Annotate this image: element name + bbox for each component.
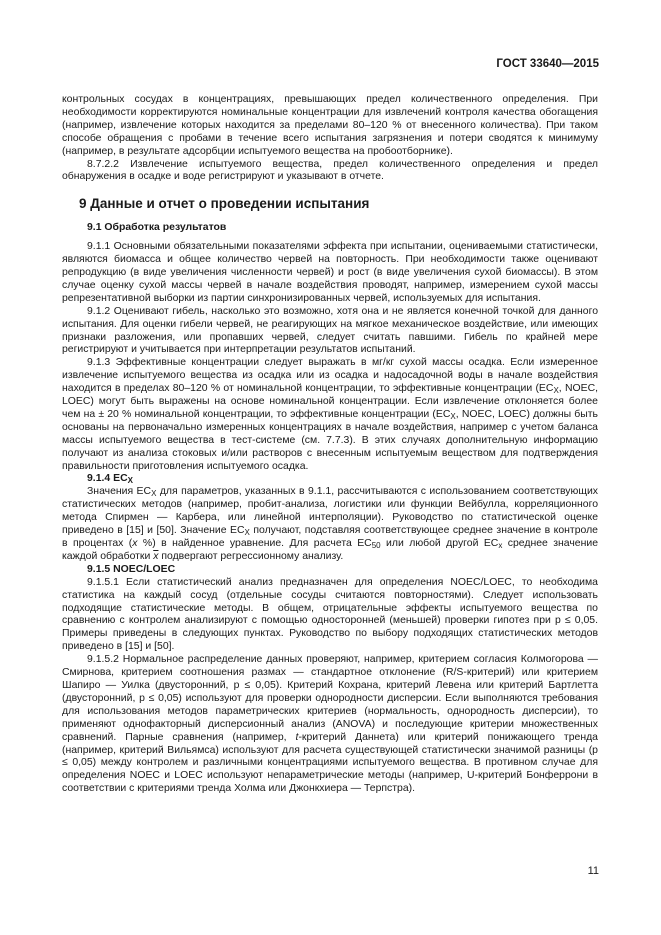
text-run: , NOEC, LOEC) должны быть основаны на первоначально измеренных концентрациях в начале воздействия, например с учетом баланса массы испытуемого вещества в тест-системе (см. 7.7.3). В этих случаях дополнительную информацию получают из анализа стоковых и/или растворов с внесенным испытуемым веществом для подтверждения правильности приготовления испытуемого осадка. xyxy=(62,408,598,472)
text-run: , NOEC, LOEC) могут быть выражены на основе номинальной концентрации. Если извлечение отклоняется более чем на ± 20 % номинальной концентрации, то эффективные концентрации (EC xyxy=(62,383,599,420)
text-run: среднее значение каждой обработки xyxy=(62,538,599,562)
paragraph-9-1-2: 9.1.2 Оценивают гибель, насколько это возможно, хотя она и не является конечной точкой для данного испытания. Для оценки гибели червей, не реагирующих на мягкое механическое воздействие, или имеющих признаки разложения, или пропавших червей, следует считать павшими. Гибель по крайней мере регистрируют и учитывается при интерпретации результатов испытаний. xyxy=(62,305,598,356)
text-run: получают, подставляя соответствующее среднее значение в контроле в процентах ( xyxy=(62,525,598,549)
text-run: Значения EC xyxy=(87,486,152,498)
text-run: для параметров, указанных в 9.1.1, рассчитываются с использованием соответствующих статистических методов (например, пробит-анализа, логистики или функции Вейбулла, корреляционного метода Спирмен — Карбера, или линейной интерполяции). Руководство по статистической оценке приведено в [15] и [50]. Значение EC xyxy=(62,486,598,537)
paragraph-8-7-2-2: 8.7.2.2 Извлечение испытуемого вещества, предел количественного определения и предел обнаружения в осадке и воде регистрируют и указывают в отчете. xyxy=(62,158,598,183)
paragraph: контрольных сосудах в концентрациях, превышающих предел количественного определения. При необходимости корректируются номинальные концентрации для извлечений контроля качества обогащения (например, извлечение которых находится за пределами 80–120 % от внесенного количества). При таком способе обращения с пробами в течение всего испытания загрязнения и потери сводятся к минимуму (например, в результате адсорбции испытуемого вещества на пробоотборнике). xyxy=(62,94,598,157)
subscript: 50 xyxy=(371,541,381,550)
italic-t: t xyxy=(295,731,299,743)
text-run: или любой другой EC xyxy=(380,538,499,549)
document-body xyxy=(62,94,598,796)
text-run: 9.1.3 Эффективные концентрации следует выражать в мг/кг сухой массы осадка. Если измеренное извлечение испытуемого вещества из осадка или из осадка и надосадочной воды в начале воздействия находится в пределах 80–120 % от номинальной концентрации, то эффективные концентрации (EC xyxy=(62,357,598,395)
subscript: X xyxy=(244,528,250,538)
subscript: X xyxy=(151,489,157,499)
paragraph-9-1-3 xyxy=(62,357,598,473)
paragraph-9-1-1: 9.1.1 Основными обязательными показателями эффекта при испытании, оцениваемыми статистически, являются биомасса и общее количество червей на повторность. При необходимости также оценивают репродукцию (в виде увеличения численности червей) и рост (в виде увеличения сухой биомассы). В этом случае оценку сухой массы червей в начале воздействия проводят, например, измерением сухой массы репрезентативной выборки из партии синхронизированных червей, используемых для испытания. xyxy=(62,241,598,304)
text-run: подвергают регрессионному анализу. xyxy=(158,550,344,562)
paragraph-9-1-5-2 xyxy=(62,654,598,796)
italic-x: x xyxy=(132,538,138,549)
section-9-1-5-title: 9.1.5 NOEC/LOEC xyxy=(87,563,176,575)
section-9-1-title: 9.1 Обработка результатов xyxy=(87,222,227,234)
subscript: X xyxy=(553,386,559,396)
text-run: %) в найденное уравнение. Для расчета EC xyxy=(137,538,372,549)
section-9-1-4-title xyxy=(87,473,598,486)
paragraph-9-1-4 xyxy=(62,486,598,563)
heading-text: 9.1.4 EC xyxy=(87,473,128,485)
subscript: X xyxy=(450,411,456,421)
subscript: X xyxy=(127,476,133,486)
subscript: x xyxy=(498,541,503,550)
page-number: 11 xyxy=(587,865,599,877)
paragraph-9-1-5-1: 9.1.5.1 Если статистический анализ предназначен для определения NOEC/LOEC, то необходима статистика на каждый сосуд (отдельные сосуды считаются повторностями). Следует использовать подходящие статистические методы. В общем, отрицательные эффекты испытуемого вещества по сравнению с контролем анализируют с помощью односторонней (меньшей) проверки гипотез при p ≤ 0,05. Примеры приведены в следующих пунктах. Руководство по выбору подходящих статистических методов приведено в [15] и [50]. xyxy=(62,576,598,653)
document-header: ГОСТ 33640—2015 xyxy=(496,58,599,70)
text-run: -критерий Даннета) или критерий понижающего тренда (например, критерий Вильямса) используют для расчета существующей статистически значимой разницы (p ≤ 0,05) между контролем и различными концентрациями испытуемого вещества. В противном случае для определения NOEC и LOEC используют непараметрические методы (например, U-критерий Бонферрони в соответствии с критериями тренда Холма или Джонкхиера — Терпстра). xyxy=(62,731,598,795)
section-9-title: 9 Данные и отчет о проведении испытания xyxy=(79,196,370,212)
x-bar-symbol: $\overline{x}$ xyxy=(153,550,159,562)
text-run: 9.1.5.2 Нормальное распределение данных проверяют, например, критерием согласия Колмогорова — Смирнова, критерием соотношения размах — стандартное отклонение (R/S-критерий) или критерием Шапиро — Уилка (двусторонний, p ≤ 0,05). Критерий Кохрана, критерий Левена или критерий Бартлетта (двусторонний, p ≤ 0,05) используют для проверки однородности дисперсии. Если выполняются требования для использования методов параметрических критериев (нормальность, однородность дисперсии), то применяют однофакторный дисперсионный анализ (ANOVA) и последующие критерии множественных сравнений. Парные сравнения (например, xyxy=(62,654,598,743)
